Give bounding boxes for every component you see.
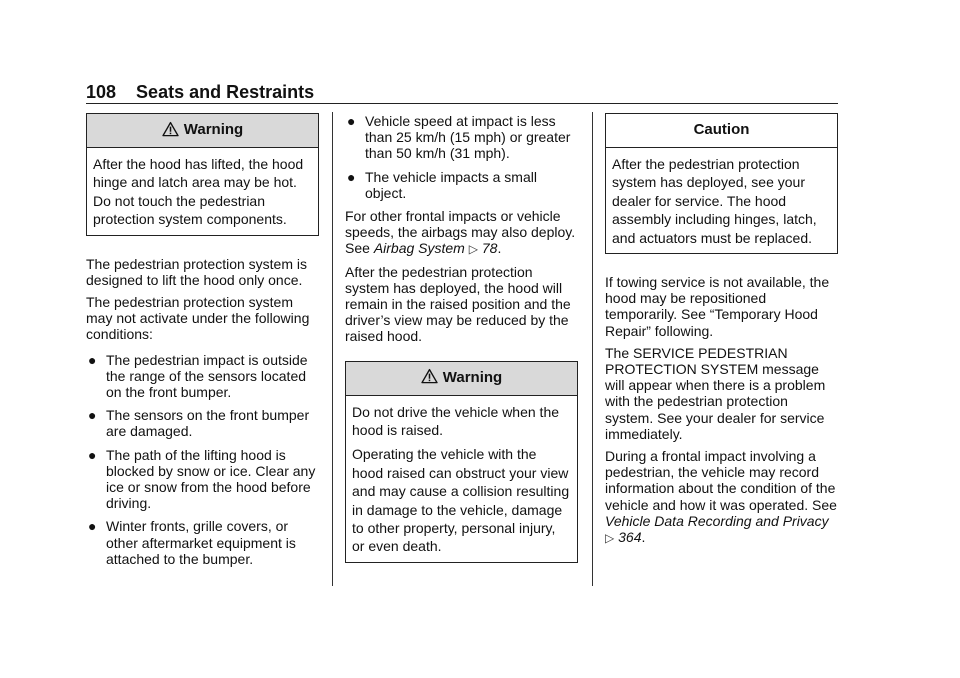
caution-box-title: Caution — [606, 114, 837, 148]
list-item — [86, 447, 319, 512]
bullet-dot-icon: ● — [88, 351, 97, 368]
list-item-text: Winter fronts, grille covers, or other aftermarket equipment is attached to the bumper. — [106, 518, 296, 567]
header-rule — [86, 103, 838, 104]
column-divider-1 — [332, 112, 333, 586]
caution-box — [605, 113, 838, 254]
warning-triangle-icon — [421, 368, 438, 384]
vehicle-data-recording-link[interactable]: Vehicle Data Recording and Privacy — [605, 512, 829, 529]
column-1 — [86, 113, 319, 574]
paragraph-data-recording-xref: During a frontal impact involving a pedestrian, the vehicle may record information about the condition of the vehicle and how it was operated. See Vehicle Data Recording and Privacy ▷ 364. — [605, 448, 837, 546]
warning-title-text: Warning — [442, 369, 503, 387]
warning-box-title — [87, 114, 318, 148]
list-item — [345, 113, 578, 162]
list-item — [86, 518, 319, 567]
warning-box-title — [346, 362, 577, 396]
warning-box-body — [346, 396, 577, 562]
column-divider-2 — [592, 112, 593, 586]
bullet-dot-icon: ● — [88, 407, 97, 424]
column-3 — [605, 113, 838, 552]
bullet-dot-icon: ● — [88, 446, 97, 463]
caution-box-body — [606, 148, 837, 253]
list-item — [345, 169, 578, 201]
paragraph: The pedestrian protection system is designed to lift the hood only once. — [86, 255, 307, 288]
bullet-dot-icon: ● — [347, 113, 356, 129]
paragraph: The SERVICE PEDESTRIAN PROTECTION SYSTEM message will appear when there is a problem with the pedestrian protection system. See your dealer for service immediately. — [605, 344, 826, 442]
page-ref[interactable]: 78 — [481, 240, 498, 257]
airbag-system-link[interactable]: Airbag System — [373, 240, 465, 257]
column-2 — [345, 113, 578, 563]
section-title: Seats and Restraints — [136, 82, 315, 102]
page-arrow-icon: ▷ — [468, 242, 478, 257]
paragraph: If towing service is not available, the hood may be repositioned temporarily. See “Temporary Hood Repair” following. — [605, 274, 830, 339]
warning-box-hood-hot — [86, 113, 319, 236]
warning-box-body — [87, 148, 318, 235]
list-item-text: Vehicle speed at impact is less than 25 km/h (15 mph) or greater than 50 km/h (31 mph). — [365, 113, 571, 162]
paragraph-airbag-xref: For other frontal impacts or vehicle speeds, the airbags may also deploy. See Airbag System ▷ 78. — [345, 208, 576, 257]
page-number: 108 — [86, 82, 117, 102]
list-item — [86, 407, 319, 439]
warning-text: After the hood has lifted, the hood hinge and latch area may be hot. Do not touch the pedestrian protection system components. — [93, 156, 304, 228]
list-item-text: The pedestrian impact is outside the range of the sensors located on the front bumper. — [106, 351, 308, 401]
bullet-dot-icon: ● — [347, 168, 356, 185]
warning-triangle-icon — [162, 121, 179, 137]
paragraph: After the pedestrian protection system has deployed, the hood will remain in the raised position and the driver’s view may be reduced by the raised hood. — [345, 263, 571, 345]
warning-text: Operating the vehicle with the hood raised can obstruct your view and may cause a collision resulting in damage to the vehicle, damage to other property, personal injury, or even death. — [352, 446, 570, 555]
caution-text: After the pedestrian protection system has deployed, see your dealer for service. The hood assembly including hinges, latch, and actuators must be replaced. — [612, 156, 817, 246]
list-item-text: The vehicle impacts a small object. — [365, 168, 537, 201]
warning-title-text: Warning — [183, 121, 244, 139]
page-arrow-icon: ▷ — [605, 531, 615, 546]
warning-box-hood-raised — [345, 361, 578, 563]
page-ref[interactable]: 364 — [618, 529, 642, 546]
page-header — [86, 82, 838, 102]
list-item-text: The path of the lifting hood is blocked by snow or ice. Clear any ice or snow from the hood before driving. — [106, 446, 316, 512]
warning-text: Do not drive the vehicle when the hood is raised. — [352, 403, 560, 439]
list-item-text: The sensors on the front bumper are damaged. — [106, 407, 310, 440]
list-item — [86, 352, 319, 401]
bullet-dot-icon: ● — [88, 518, 97, 535]
paragraph: The pedestrian protection system may not activate under the following conditions: — [86, 294, 310, 343]
